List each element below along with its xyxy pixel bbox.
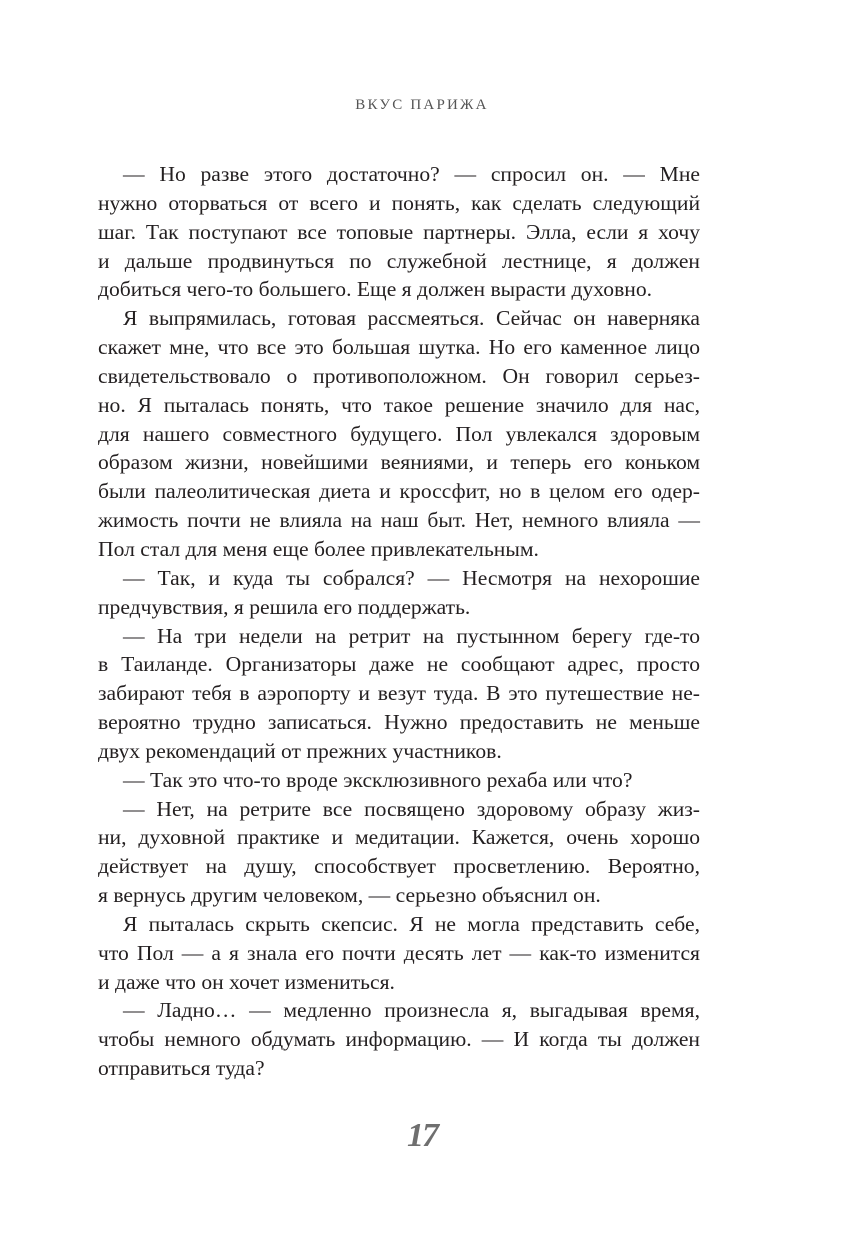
text-line: нужно оторваться от всего и понять, как сделать следующий	[98, 190, 700, 215]
text-line: добиться чего-то большего. Еще я должен вырасти духовно.	[98, 277, 653, 302]
page-number: 17	[407, 1117, 437, 1154]
text-line: чтобы немного обдумать информацию. — И когда ты должен	[98, 1027, 700, 1052]
text-line: действует на душу, способствует просветлению. Вероятно,	[98, 854, 700, 879]
text-line: — Ладно… — медленно произнесла я, выгадывая время,	[123, 998, 700, 1023]
text-line: забирают тебя в аэропорту и везут туда. В это путешествие не-	[98, 681, 700, 706]
text-line: отправиться туда?	[98, 1056, 265, 1081]
text-line: шаг. Так поступают все топовые партнеры. Элла, если я хочу	[98, 219, 700, 244]
text-line: но. Я пыталась понять, что такое решение значило для нас,	[98, 392, 700, 417]
text-line: Пол стал для меня еще более привлекательным.	[98, 536, 539, 561]
text-line: были палеолитическая диета и кроссфит, но в целом его одер-	[98, 479, 700, 504]
text-line: — Нет, на ретрите все посвящено здоровому образу жиз-	[123, 796, 700, 821]
text-line: жимость почти не влияла на наш быт. Нет, немного влияла —	[98, 508, 700, 533]
text-line: двух рекомендаций от прежних участников.	[98, 738, 502, 763]
text-line: я вернусь другим человеком, — серьезно объяснил он.	[98, 883, 601, 908]
text-line: образом жизни, новейшими веяниями, и теперь его коньком	[98, 450, 700, 475]
text-line: вероятно трудно записаться. Нужно предоставить не меньше	[98, 710, 700, 735]
text-line: в Таиланде. Организаторы даже не сообщают адрес, просто	[98, 652, 700, 677]
text-line: предчувствия, я решила его поддержать.	[98, 594, 471, 619]
body-text	[98, 160, 700, 1083]
text-line: ни, духовной практике и медитации. Кажется, очень хорошо	[98, 825, 700, 850]
text-line: — Так, и куда ты собрался? — Несмотря на нехорошие	[123, 565, 700, 590]
text-line: — На три недели на ретрит на пустынном берегу где-то	[123, 623, 700, 648]
text-line: что Пол — а я знала его почти десять лет — как-то изменится	[98, 940, 700, 965]
text-line: и дальше продвинуться по служебной лестнице, я должен	[98, 248, 700, 273]
text-line: свидетельствовало о противоположном. Он говорил серьез-	[98, 363, 700, 388]
text-line: — Но разве этого достаточно? — спросил он. — Мне	[123, 162, 700, 186]
text-line: — Так это что-то вроде эксклюзивного рехаба или что?	[123, 767, 633, 792]
running-head: ВКУС ПАРИЖА	[355, 97, 489, 113]
text-line: скажет мне, что все это большая шутка. Но его каменное лицо	[98, 335, 700, 360]
text-line: для нашего совместного будущего. Пол увлекался здоровым	[98, 421, 700, 446]
text-line: и даже что он хочет измениться.	[98, 969, 395, 994]
text-line: Я выпрямилась, готовая рассмеяться. Сейчас он наверняка	[123, 306, 700, 331]
text-line: Я пыталась скрыть скепсис. Я не могла представить себе,	[123, 911, 700, 936]
